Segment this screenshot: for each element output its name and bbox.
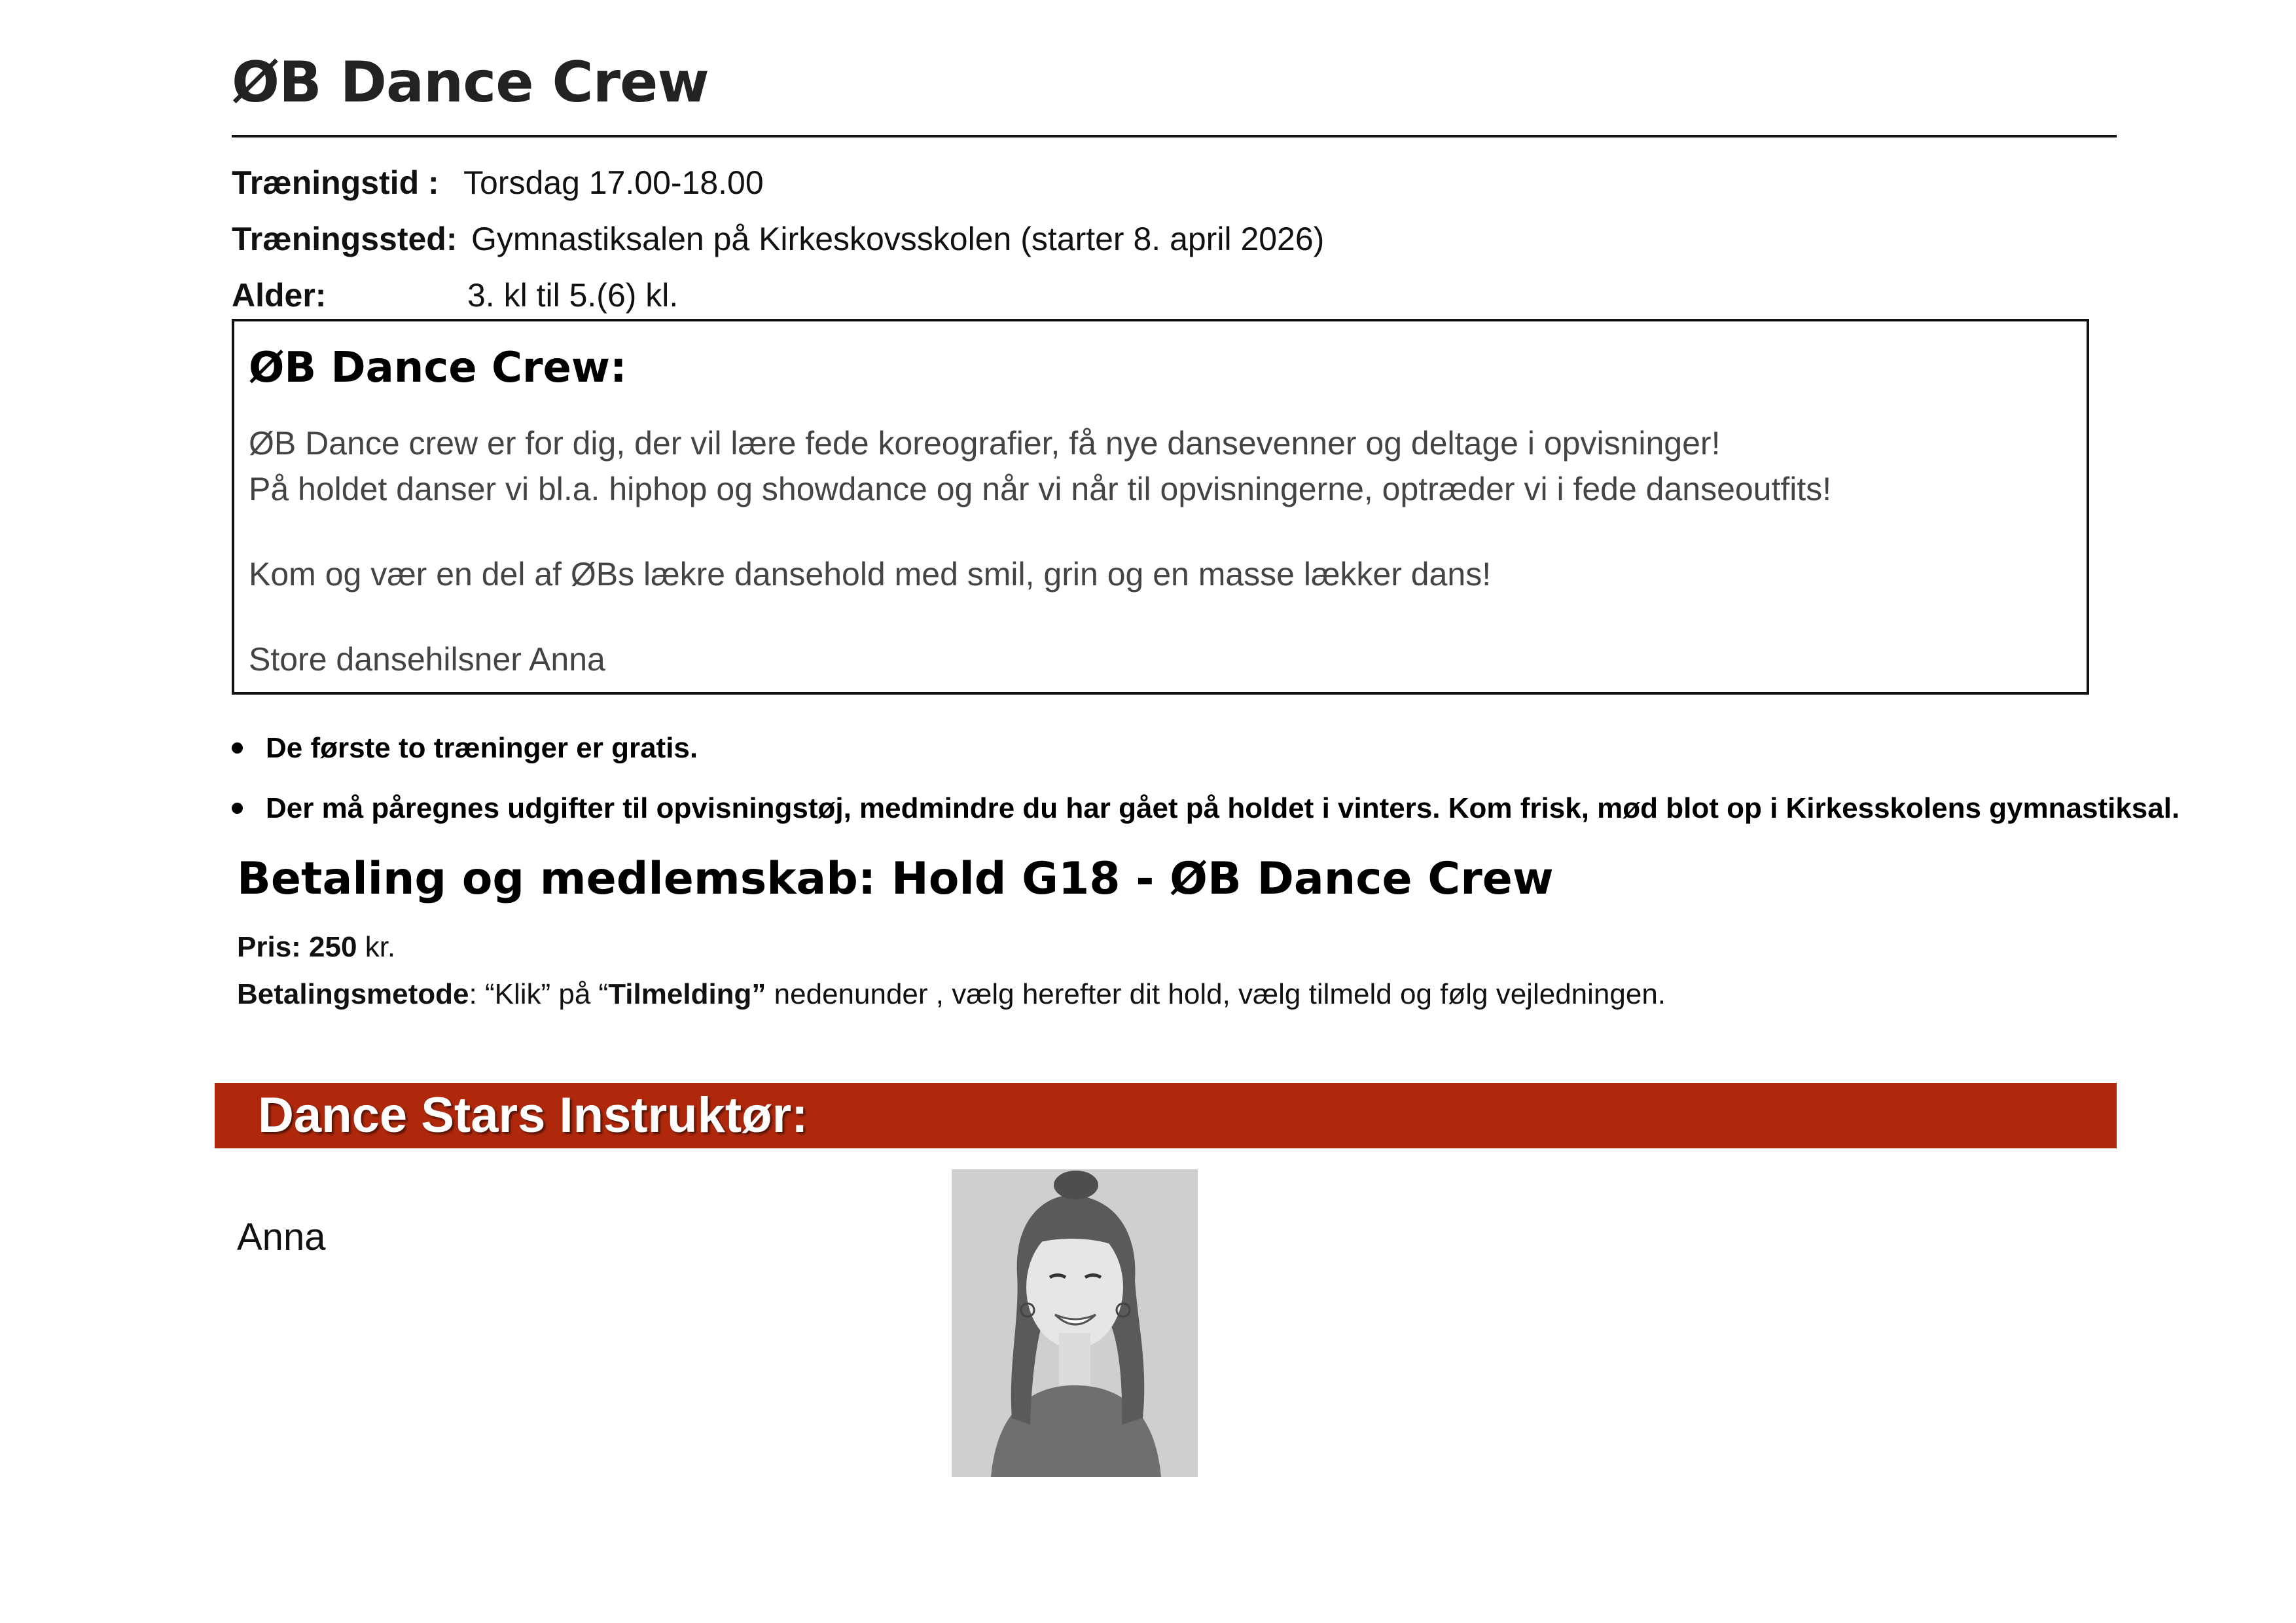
training-time-label: Træningstid : xyxy=(232,164,439,201)
description-title: ØB Dance Crew: xyxy=(249,344,627,392)
training-time-row xyxy=(232,160,764,206)
info-bullet-list xyxy=(232,728,2179,829)
description-line: Kom og vær en del af ØBs lækre dansehold med smil, grin og en masse lækker dans! xyxy=(249,556,1492,593)
bullet-dot-icon xyxy=(232,803,243,814)
instructor-portrait-icon xyxy=(952,1169,1198,1477)
payment-title: Betaling og medlemskab: Hold G18 - ØB Dance Crew xyxy=(237,853,1554,905)
training-place-value: Gymnastiksalen på Kirkeskovsskolen (starter 8. april 2026) xyxy=(471,221,1325,257)
training-place-label: Træningssted: xyxy=(232,221,457,257)
payment-method-row xyxy=(237,974,1666,1015)
description-line: På holdet danser vi bl.a. hiphop og showdance og når vi når til opvisningerne, optræder vi i fede danseoutfits! xyxy=(249,471,1832,507)
instructor-banner-title: Dance Stars Instruktør: xyxy=(258,1087,808,1143)
age-value: 3. kl til 5.(6) kl. xyxy=(467,277,679,314)
payment-method-text: nedenunder , vælg herefter dit hold, vælg tilmeld og følg vejledningen. xyxy=(766,978,1666,1010)
training-time-value: Torsdag 17.00-18.00 xyxy=(463,164,764,201)
price-label: Pris: 250 xyxy=(237,931,357,963)
payment-method-text: : “Klik” på “ xyxy=(469,978,609,1010)
list-item xyxy=(232,788,2179,829)
price-unit: kr. xyxy=(357,931,396,963)
description-signature: Store dansehilsner Anna xyxy=(249,641,605,678)
age-label: Alder: xyxy=(232,277,327,314)
title-divider xyxy=(232,135,2117,137)
age-row xyxy=(232,272,678,318)
instructor-banner xyxy=(215,1083,2117,1148)
list-item xyxy=(232,728,2179,769)
payment-method-label: Betalingsmetode xyxy=(237,978,469,1010)
registration-link[interactable]: Tilmelding” xyxy=(608,978,766,1010)
instructor-name: Anna xyxy=(237,1216,326,1258)
price-row xyxy=(237,927,395,968)
bullet-text: De første to træninger er gratis. xyxy=(266,732,698,764)
bullet-dot-icon xyxy=(232,742,243,754)
page-title: ØB Dance Crew xyxy=(232,50,709,115)
bullet-text: Der må påregnes udgifter til opvisningstøj, medmindre du har gået på holdet i vinters. Kom frisk, mød blot op i Kirkesskolens gymnastiksal. xyxy=(266,792,2180,824)
description-line: ØB Dance crew er for dig, der vil lære fede koreografier, få nye dansevenner og deltage i opvisninger! xyxy=(249,425,1721,462)
description-box xyxy=(232,319,2089,695)
instructor-photo xyxy=(952,1169,1198,1477)
training-place-row xyxy=(232,216,1324,262)
